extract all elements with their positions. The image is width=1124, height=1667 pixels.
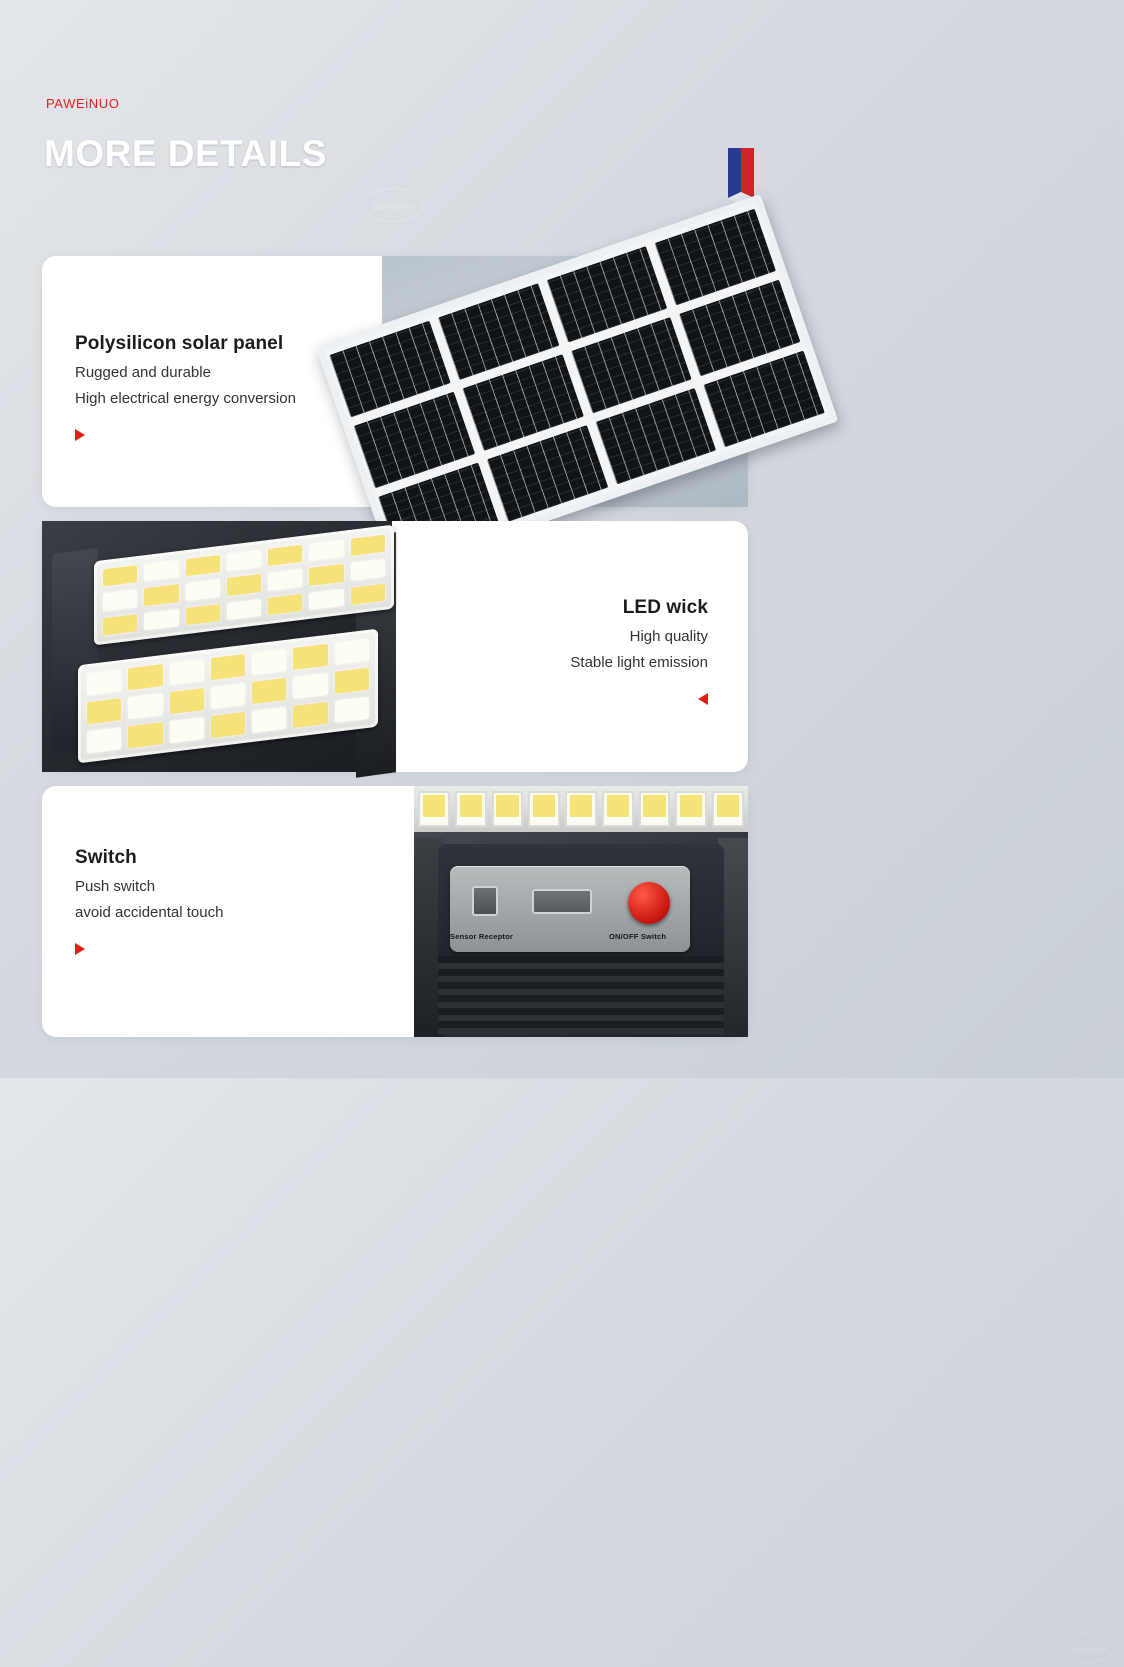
arrow-left-icon: [698, 693, 708, 705]
led-chip: [227, 599, 261, 621]
led-chip: [351, 535, 385, 557]
led-chip: [293, 702, 327, 728]
led-chip: [268, 569, 302, 591]
led-chip: [170, 717, 204, 743]
led-chip: [268, 593, 302, 615]
led-chip: [186, 579, 220, 601]
arrow-right-icon: [75, 943, 85, 955]
led-chip: [103, 565, 137, 587]
led-chip: [103, 589, 137, 611]
led-chip: [351, 583, 385, 605]
card-line: Rugged and durable: [75, 364, 211, 381]
led-chip: [144, 609, 178, 631]
onoff-push-button[interactable]: [628, 882, 670, 924]
led-chip: [128, 664, 162, 690]
watermark-logo: [355, 186, 433, 226]
detail-card-switch: [42, 786, 1107, 1654]
led-cell: [492, 791, 524, 827]
led-chip: [227, 550, 261, 572]
led-chip: [268, 545, 302, 567]
led-chip: [293, 673, 327, 699]
led-chip: [211, 654, 245, 680]
led-chip: [186, 555, 220, 577]
card-text-block: [75, 333, 296, 441]
card-title: Switch: [75, 847, 137, 868]
led-array-bottom: [78, 629, 378, 764]
detail-card-led-wick: [42, 521, 748, 772]
led-chip: [351, 559, 385, 581]
led-chip: [293, 644, 327, 670]
led-cell: [528, 791, 560, 827]
led-chip: [144, 560, 178, 582]
led-chip: [144, 584, 178, 606]
led-chip: [128, 722, 162, 748]
indicator-window: [532, 889, 592, 914]
housing-ribs: [438, 956, 724, 1034]
led-chip: [87, 727, 121, 753]
led-chip: [128, 693, 162, 719]
watermark-text: paweinuo: [373, 201, 415, 211]
page-title: MORE DETAILS: [44, 133, 327, 174]
led-chip: [335, 697, 369, 723]
led-chip: [252, 649, 286, 675]
led-chip: [252, 707, 286, 733]
led-chip: [211, 712, 245, 738]
solar-panel-photo: [382, 256, 748, 507]
watermark-ring-icon: [1060, 1633, 1114, 1663]
led-chip: [252, 678, 286, 704]
card-text-block: [75, 847, 223, 955]
arrow-right-icon: [75, 429, 85, 441]
led-cell: [675, 791, 707, 827]
brand-name: PAWEiNUO: [46, 96, 120, 111]
led-cell: [639, 791, 671, 827]
watermark-text: paweinuo: [1071, 1644, 1107, 1654]
led-chip: [309, 540, 343, 562]
card-line: High electrical energy conversion: [75, 390, 296, 407]
card-line: avoid accidental touch: [75, 904, 224, 921]
led-cell: [602, 791, 634, 827]
led-chip: [170, 659, 204, 685]
solar-cell-grid: [329, 209, 825, 560]
detail-card-solar-panel: [42, 256, 748, 507]
switch-panel-photo: [414, 786, 1107, 1654]
card-title: Polysilicon solar panel: [75, 333, 284, 354]
led-chip: [335, 668, 369, 694]
led-cell: [418, 791, 450, 827]
led-chip: [87, 698, 121, 724]
led-array-top: [94, 525, 394, 646]
led-cell: [455, 791, 487, 827]
led-chip: [103, 614, 137, 636]
led-strip-top: [414, 786, 748, 832]
led-chip: [227, 574, 261, 596]
led-chip: [87, 669, 121, 695]
led-module-photo: [42, 521, 392, 772]
card-line: Push switch: [75, 878, 156, 895]
led-cell: [712, 791, 744, 827]
card-line: Stable light emission: [570, 654, 708, 671]
card-title: LED wick: [622, 597, 708, 618]
watermark-logo-secondary: [1054, 1631, 1124, 1667]
led-chip: [335, 639, 369, 665]
led-cell: [565, 791, 597, 827]
sensor-receptor-window: [472, 886, 498, 916]
card-text-block: [570, 597, 708, 705]
onoff-switch-label: ON/OFF Switch: [609, 932, 667, 941]
solar-panel-body: [316, 194, 839, 574]
sensor-receptor-label: Sensor Receptor: [450, 932, 514, 941]
led-chip: [211, 683, 245, 709]
led-chip: [309, 564, 343, 586]
led-chip: [309, 588, 343, 610]
led-chip: [170, 688, 204, 714]
card-line: High quality: [629, 628, 708, 645]
led-chip: [186, 604, 220, 626]
